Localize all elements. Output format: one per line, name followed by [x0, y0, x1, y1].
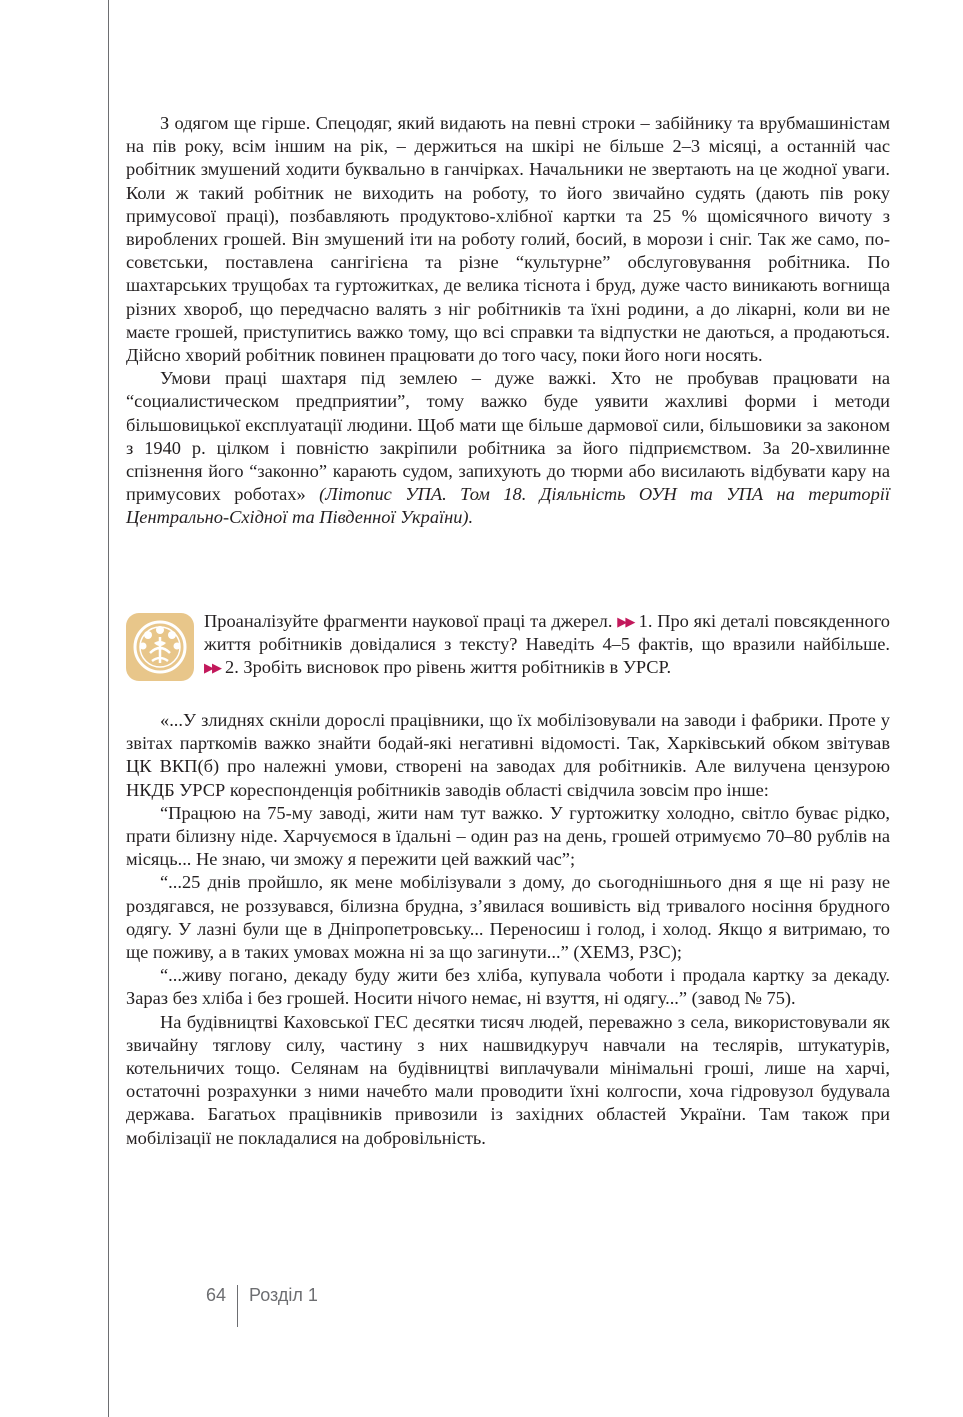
quote-letter-1: “Працюю на 75-му заводі, жити нам тут важко. У гуртожитку холодно, світло буває рідко, прати білизну ніде. Харчуємося в їдальні – один раз на день, грошей отримуємо 70–80 рублів на місяць... Не знаю, чи зможу я пережити цей важкий час”; — [126, 802, 890, 870]
ornament-icon — [126, 613, 194, 681]
task-box — [126, 610, 890, 700]
quote-letter-2: “...25 днів пройшло, як мене мобілізували з дому, до сьогоднішнього дня я ще ні разу не роздягався, не роззувався, білизна брудна, з’явилася вошивість від тривалого носіння брудного одягу. У лазні були ще в Дніпропетровську... Переносиш і голод, і холод. Якщо я витримаю, то ще поживу, а в таких умовах можна ні за що загинути...” (ХЕМЗ, РЗС); — [126, 872, 890, 963]
text-block-bottom — [126, 709, 890, 1150]
arrow-icon: ▶▶ — [204, 660, 220, 676]
paragraph-mobilized-workers: «...У злиднях скніли дорослі працівники, що їх мобілізовували на заводи і фабрики. Проте у звітах парткомів важко знайти бодай-які негативні відомості. Так, Харківський обком звітував ЦК ВКП(б) про належні умови, створені на заводах для робітників. Але вилучена цензурою НКДБ УРСР кореспонденція робітників заводів області свідчила зовсім про інше: — [126, 710, 890, 800]
paragraph-kakhovka: На будівництві Каховської ГЕС десятки тисяч людей, переважно з села, використовували як звичайну тяглову силу, частину з них нашвидкуруч навчали на теслярів, штукатурів, котельничих тощо. Селянам на будівництві виплачували мінімальні гроші, лише на харчі, остаточні розрахунки з ними начебто мали проводити їхні колгоспи, хоча гідровузол будувала держава. Багатьох працівників привозили із західних областей України. Там також при мобілізації не покладалися на добровільність. — [126, 1011, 890, 1148]
page-number: 64 — [206, 1285, 227, 1305]
task-text — [204, 610, 890, 680]
quote-text: Умови праці шахтаря під землею – дуже важкі. Хто не пробував працювати на “социалистическом предприятии”, тому важко буде уявити жахливі форми і методи більшовицької експлуатації людини. Щоб мати ще більше дармової сили, більшовики за законом з 1940 р. цілком і повністю закріпили робітника за його підприємством. За 20-хвилинне спізнення його “законно” карають судом, запихують до тюрми або висилають відбувати кару на примусових роботах» — [126, 368, 890, 505]
source-citation: (Літопис УПА. Том 18. Діяльність ОУН та УПА на території Центрально-Східної та Південної України). — [126, 484, 890, 528]
paragraph-clothing: З одягом ще гірше. Спецодяг, який видають на певні строки – забійнику та врубмашиністам на пів року, всім іншим на рік, – держиться на шкірі не більше 2–3 місяці, а останній час робітник змушений ходити буквально в ганчірках. Начальники не звертають на це жодної уваги. Коли ж такий робітник не виходить на роботу, то його звичайно судять (дають пів року примусової праці), позбавляють продуктово-хлібної картки та 25 % щомісячного вичоту з вироблених грошей. Він змушений іти на роботу голий, босий, в морози і сніг. Так же само, посовєтськи, поставлена сангігієна та різне “культурне” обслуговування робітника. По шахтарських трущобах та гуртожитках, де велика тіснота і бруд, дуже часто виникають вогнища різних хвороб, що передчасно валять з ніг робітників та їхні родини, а до лікарні, коли ви не маєте грошей, приступитись важко тому, що всі справки та відпустки не даються, а продаються. Дійсно хворий робітник повинен працювати до того часу, поки його ноги носять. — [126, 113, 890, 366]
task-intro: Проаналізуйте фрагменти наукової праці та джерел. — [204, 611, 613, 631]
margin-rule — [108, 0, 109, 1417]
footer-divider — [237, 1285, 238, 1327]
paragraph-mining-conditions — [126, 367, 890, 529]
quote-letter-3: “...живу погано, декаду буду жити без хліба, купувала чоботи і продала картку за декаду. Зараз без хліба і без грошей. Носити нічого немає, ні взуття, ні одягу...” (завод № 75). — [126, 965, 890, 1009]
task-question-1: 1. Про які деталі повсякденного життя робітників довідалися з тексту? Наведіть 4–5 фактів, що вразили найбільше. — [204, 611, 890, 655]
text-block-top — [126, 112, 890, 530]
task-question-2: 2. Зробіть висновок про рівень життя робітників в УРСР. — [225, 657, 672, 678]
section-label: Розділ 1 — [249, 1285, 318, 1305]
arrow-icon: ▶▶ — [617, 614, 634, 629]
